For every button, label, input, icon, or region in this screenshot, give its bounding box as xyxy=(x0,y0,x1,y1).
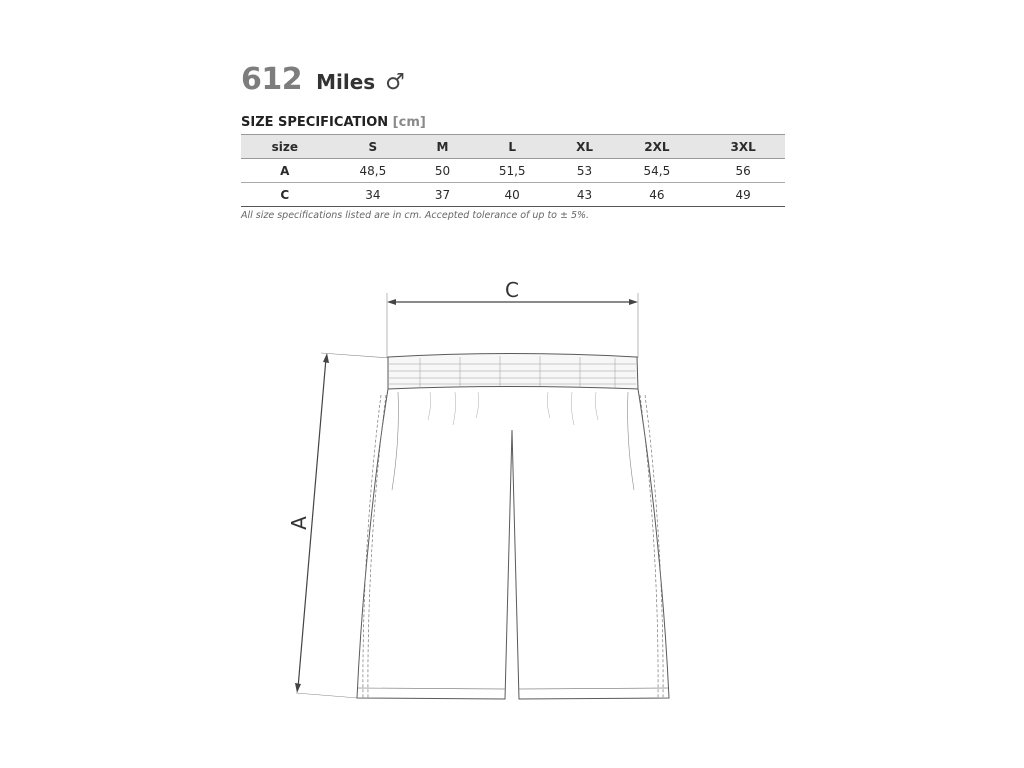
column-header-2xl: 2XL xyxy=(644,139,670,154)
table-cell: 56 xyxy=(735,163,751,178)
male-gender-icon: ♂ xyxy=(385,70,405,95)
dimension-a-label: A xyxy=(287,516,311,530)
size-spec-title-text: SIZE SPECIFICATION xyxy=(241,115,389,130)
table-cell: 53 xyxy=(576,163,593,178)
column-header-size: size xyxy=(271,139,298,154)
column-header-3xl: 3XL xyxy=(730,139,756,154)
size-spec-title xyxy=(241,115,426,130)
table-cell: 49 xyxy=(735,187,751,202)
table-cell: 54,5 xyxy=(643,163,671,178)
product-name: Miles xyxy=(316,70,376,94)
shorts-technical-drawing xyxy=(280,270,700,710)
column-header-xl: XL xyxy=(576,139,593,154)
table-cell: 51,5 xyxy=(498,163,526,178)
table-cell: 37 xyxy=(434,187,451,202)
table-cell: 40 xyxy=(504,187,520,202)
size-table xyxy=(241,134,785,207)
size-spec-unit: [cm] xyxy=(392,115,426,130)
column-header-s: S xyxy=(368,139,378,154)
column-header-l: L xyxy=(508,139,516,154)
size-table-header-row xyxy=(241,135,785,159)
dimension-c-label: C xyxy=(505,278,519,302)
table-row xyxy=(241,159,785,183)
table-cell: 43 xyxy=(576,187,593,202)
dimension-c xyxy=(387,293,638,358)
table-cell: 34 xyxy=(365,187,381,202)
row-label-c: C xyxy=(280,187,290,202)
table-row xyxy=(241,183,785,207)
shorts-outline xyxy=(357,354,669,700)
row-label-a: A xyxy=(280,163,290,178)
tolerance-note: All size specifications listed are in cm. Accepted tolerance of up to ± 5%. xyxy=(241,210,590,221)
column-header-m: M xyxy=(436,139,449,154)
product-header xyxy=(241,62,405,97)
table-cell: 46 xyxy=(649,187,665,202)
table-cell: 50 xyxy=(434,163,451,178)
product-code: 612 xyxy=(241,62,303,97)
table-cell: 48,5 xyxy=(359,163,387,178)
